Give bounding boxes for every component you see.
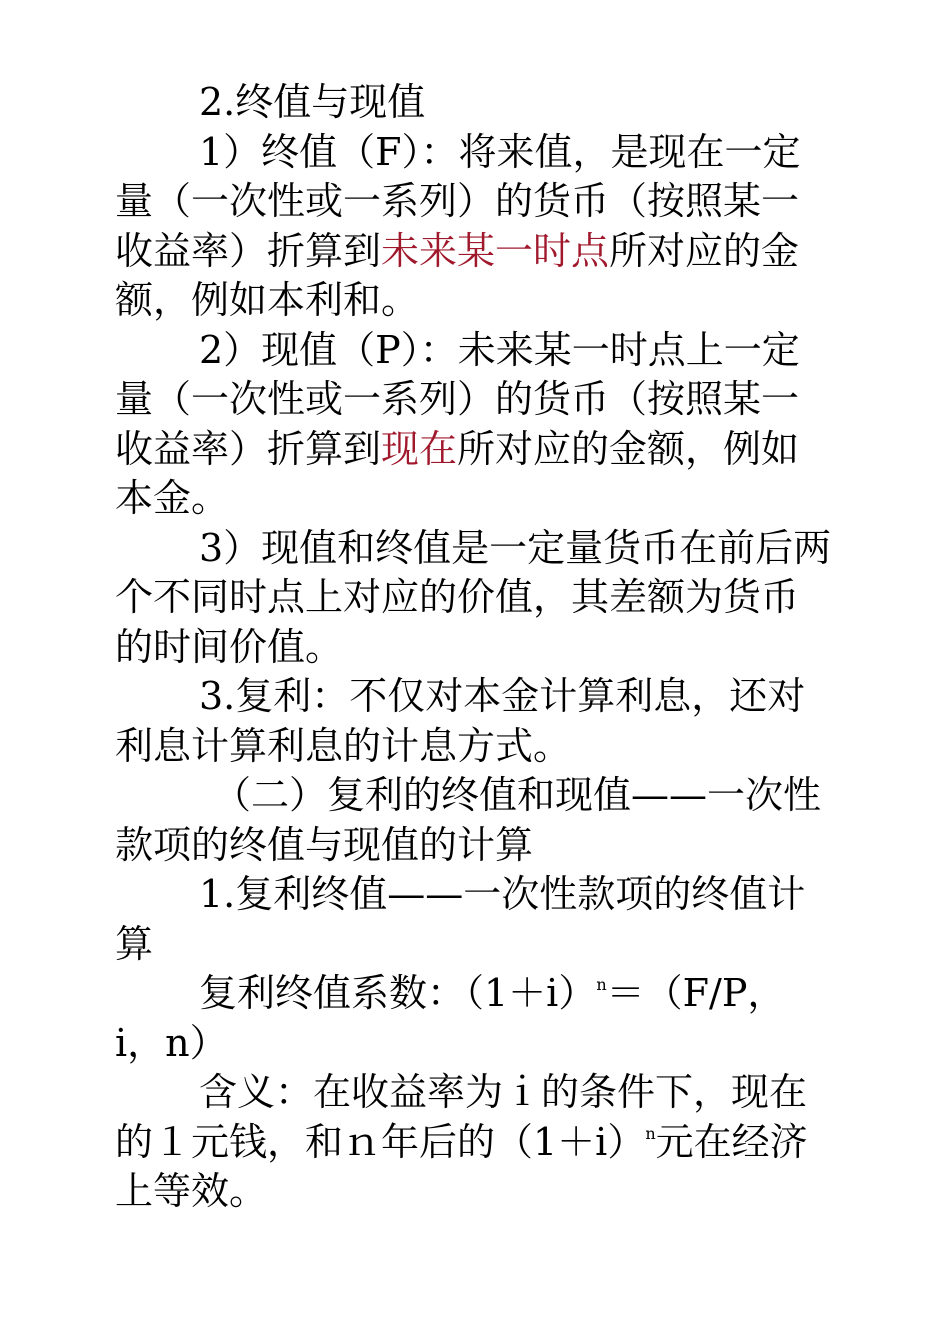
paragraph-future-value-definition: [115, 128, 835, 326]
paragraph-compound-future-value: [115, 870, 835, 969]
highlight-text: 未来某一时点: [381, 228, 610, 273]
paragraph-section-heading: [115, 771, 835, 870]
text: 1）终值（F）：将来值，是现在一定量（一次性或一系列）的货币（按照某一收益率）折算到: [115, 129, 801, 273]
paragraph-time-value: [115, 524, 835, 673]
paragraph-section-2-title: [115, 78, 835, 128]
text: 3.复利：不仅对本金计算利息，还对利息计算利息的计息方式。: [115, 674, 806, 768]
paragraph-meaning: [115, 1068, 835, 1217]
text: 2）现值（P）：未来某一时点上一定量（一次性或一系列）的货币（按照某一收益率）折算到: [115, 327, 800, 471]
text: 2.终值与现值: [199, 80, 426, 124]
text: 复利终值系数：（1＋i）: [199, 971, 597, 1015]
text: 元在经济上等效。: [115, 1119, 808, 1213]
highlight-text: 现在: [381, 426, 458, 471]
paragraph-present-value-definition: [115, 326, 835, 524]
paragraph-compound-interest: [115, 672, 835, 771]
text: （二）复利的终值和现值——一次性款项的终值与现值的计算: [115, 773, 822, 867]
text: 所对应的金额，例如本利和。: [115, 228, 800, 322]
text: 所对应的金额，例如本金。: [115, 426, 800, 520]
superscript: n: [645, 1123, 656, 1143]
text: 含义：在收益率为ｉ的条件下，现在的１元钱，和ｎ年后的（1＋i）: [115, 1070, 808, 1164]
paragraph-future-value-factor: [115, 969, 835, 1068]
text: 3）现值和终值是一定量货币在前后两个不同时点上对应的价值，其差额为货币的时间价值。: [115, 525, 832, 669]
superscript: n: [596, 975, 607, 994]
document-body: [115, 78, 835, 1217]
text: ＝（F/P，i，n）: [115, 971, 786, 1065]
text: 1.复利终值——一次性款项的终值计算: [115, 872, 806, 966]
